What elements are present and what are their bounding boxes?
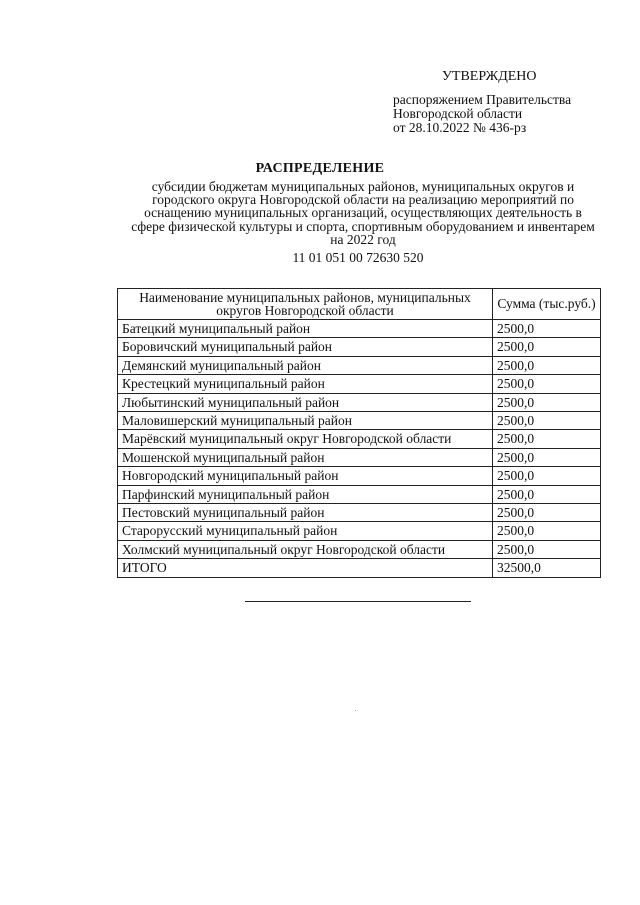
table-row <box>118 540 601 558</box>
total-amount: 32500,0 <box>493 559 601 577</box>
table-row <box>118 375 601 393</box>
district-name: Крестецкий муниципальный район <box>118 375 493 393</box>
table-row <box>118 430 601 448</box>
district-name: Маловишерский муниципальный район <box>118 412 493 430</box>
total-label: ИТОГО <box>118 559 493 577</box>
table-row <box>118 320 601 338</box>
table-row <box>118 393 601 411</box>
district-name: Старорусский муниципальный район <box>118 522 493 540</box>
amount-cell: 2500,0 <box>493 522 601 540</box>
district-name: Парфинский муниципальный район <box>118 485 493 503</box>
document-title: РАСПРЕДЕЛЕНИЕ <box>255 161 385 176</box>
district-name: Марёвский муниципальный округ Новгородской области <box>118 430 493 448</box>
table-row <box>118 412 601 430</box>
amount-cell: 2500,0 <box>493 375 601 393</box>
district-name: Демянский муниципальный район <box>118 356 493 374</box>
scan-speck <box>355 710 356 711</box>
amount-cell: 2500,0 <box>493 467 601 485</box>
amount-cell: 2500,0 <box>493 412 601 430</box>
table-row <box>118 356 601 374</box>
district-name: Новгородский муниципальный район <box>118 467 493 485</box>
district-name: Любытинский муниципальный район <box>118 393 493 411</box>
table-row <box>118 504 601 522</box>
column-header-amount: Сумма (тыс.руб.) <box>493 289 601 320</box>
table-row <box>118 485 601 503</box>
approval-block <box>393 70 613 135</box>
amount-cell: 2500,0 <box>493 356 601 374</box>
document-subtitle: субсидии бюджетам муниципальных районов, муниципальных округов и городского округа Новгородской области на реализацию мероприятий по оснащению муниципальных организаций, осуществляющих деятельность в сфере физической культуры и спорта, спортивным оборудованием и инвентарем на 2022 год <box>131 179 595 247</box>
table-row <box>118 448 601 466</box>
table-row <box>118 338 601 356</box>
amount-cell: 2500,0 <box>493 540 601 558</box>
approval-line: распоряжением Правительства <box>393 92 572 107</box>
closing-divider <box>245 601 471 602</box>
district-name: Батецкий муниципальный район <box>118 320 493 338</box>
district-name: Холмский муниципальный округ Новгородской области <box>118 540 493 558</box>
approval-line: Новгородской области <box>393 106 523 121</box>
distribution-table <box>117 288 601 578</box>
amount-cell: 2500,0 <box>493 504 601 522</box>
amount-cell: 2500,0 <box>493 448 601 466</box>
district-name: Боровичский муниципальный район <box>118 338 493 356</box>
table-header-row <box>118 289 601 320</box>
amount-cell: 2500,0 <box>493 430 601 448</box>
amount-cell: 2500,0 <box>493 485 601 503</box>
budget-code: 11 01 051 00 72630 520 <box>292 250 424 265</box>
column-header-name: Наименование муниципальных районов, муниципальных округов Новгородской области <box>118 289 493 320</box>
district-name: Мошенской муниципальный район <box>118 448 493 466</box>
approval-heading: УТВЕРЖДЕНО <box>442 69 537 84</box>
approval-date: от 28.10.2022 № 436-рз <box>393 120 527 135</box>
amount-cell: 2500,0 <box>493 393 601 411</box>
district-name: Пестовский муниципальный район <box>118 504 493 522</box>
table-row <box>118 522 601 540</box>
total-row <box>118 559 601 577</box>
table-row <box>118 467 601 485</box>
amount-cell: 2500,0 <box>493 320 601 338</box>
amount-cell: 2500,0 <box>493 338 601 356</box>
